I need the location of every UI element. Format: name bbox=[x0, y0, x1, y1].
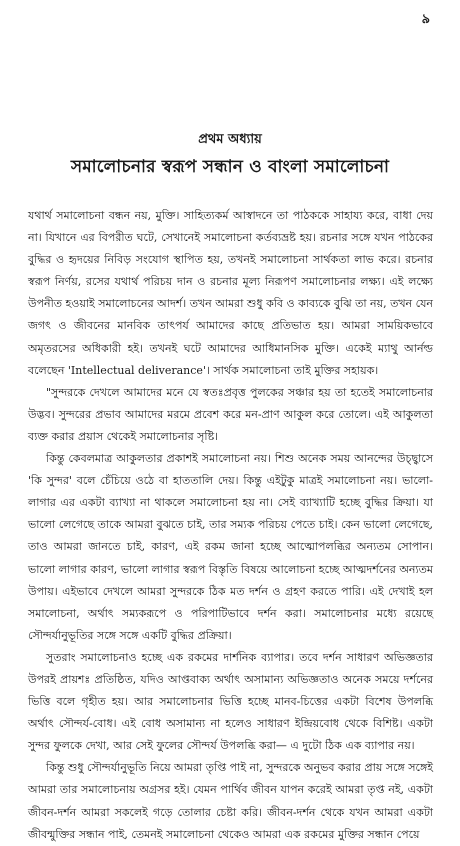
paragraph: "সুন্দরকে দেখলে আমাদের মনে যে স্বতঃপ্রবৃত্ত পুলকের সঞ্চার হয় তা হতেই সমালোচনার উদ্ভব। সুন্দরের প্রভাব আমাদের মরমে প্রবেশ করে মন-প্রাণ আকুল করে তোলে। এই আকুলতা ব্যক্ত করার প্রয়াস থেকেই সমালোচনার সৃষ্টি। bbox=[28, 385, 433, 443]
paragraph: সুতরাং সমালোচনাও হচ্ছে এক রকমের দার্শনিক ব্যাপার। তবে দর্শন সাধারণ অভিজ্ঞতার উপরই প্রায়শঃ প্রতিষ্ঠিত, যদিও আপ্তবাক্য অর্থাৎ অসামান্য অভিজ্ঞতাও অনেক সময়ে দর্শনের ভিত্তি বলে গৃহীত হয়। আর সমালোচনার ভিত্তি হচ্ছে মানব-চিত্তের একটা বিশেষ উপলব্ধি অর্থাৎ সৌন্দর্য-বোধ। এই বোধ অসামান্য না হলেও সাধারণ ইন্দ্রিয়বোধ থেকে বিশিষ্ট। একটা সুন্দর ফুলকে দেখা, আর সেই ফুলের সৌন্দর্য উপলব্ধি করা— এ দুটো ঠিক এক ব্যাপার নয়। bbox=[28, 650, 433, 753]
paragraph: যথার্থ সমালোচনা বন্ধন নয়, মুক্তি। সাহিত্যকর্ম আস্বাদনে তা পাঠককে সাহায্য করে, বাধা দেয় না। যিখানে এর বিপরীত ঘটে, সেখানেই সমালোচনা কর্তব্যভ্রষ্ট হয়। রচনার সঙ্গে যখন পাঠকের বুদ্ধির ও হৃদয়ের নিবিড় সংযোগ স্থাপিত হয়, তখনই সমালোচনা সার্থকতা লাভ করে। রচনার স্বরূপ নির্ণয়, রসের যথার্থ পরিচয় দান ও রচনার মূল্য নিরূপণ সমালোচনার লক্ষ্য। এই লক্ষ্যে উপনীত হওয়াই সমালোচনের আদর্শ। তখন আমরা শুধু কবি ও কাব্যকে বুঝি তা নয়, তখন যেন জগৎ ও জীবনের মানবিক তাৎপর্য আমাদের কাছে প্রতিভাত হয়। আমরা সাময়িকভাবে অমৃতরসের অধিকারী হই। তখনই ঘটে আমাদের আধিমানসিক মুক্তি। একেই ম্যাথু আর্নল্ড বলেছেন 'Intellectual deliverance'। সার্থক সমালোচনা তাই মুক্তির সহায়ক। bbox=[28, 209, 433, 377]
body-text bbox=[28, 205, 433, 846]
chapter-label: প্রথম অধ্যায় bbox=[198, 132, 262, 147]
page-number: ৯ bbox=[421, 12, 430, 27]
chapter-title: সমালোচনার স্বরূপ সন্ধান ও বাংলা সমালোচনা bbox=[70, 157, 390, 177]
paragraph: কিন্তু শুধু সৌন্দর্যানুভূতি নিয়ে আমরা তৃপ্তি পাই না, সুন্দরকে অনুভব করার প্রায় সঙ্গে সঙ্গেই আমরা তার সমালোচনায় অগ্রসর হই। যেমন পার্থিব জীবন যাপন করেই আমরা তৃপ্ত নই, একটা জীবন-দর্শন আমরা সকলেই গড়ে তোলার চেষ্টা করি। জীবন-দর্শন থেকে যখন আমরা একটা জীবন্মুক্তির সন্ধান পাই, তেমনই সমালোচনা থেকেও আমরা এক রকমের মুক্তির সন্ধান পেয়ে bbox=[28, 761, 433, 841]
paragraph: কিন্তু কেবলমাত্র আকুলতার প্রকাশই সমালোচনা নয়। শিশু অনেক সময় আনন্দের উচ্ছ্বাসে 'কি সুন্দর' বলে চেঁচিয়ে ওঠে বা হাততালি দেয়। কিন্তু এইটুকু মাত্রই সমালোচনা নয়। ভালো-লাগার এর একটা ব্যাখ্যা না থাকলে সমালোচনা হয় না। সেই ব্যাখ্যাটি হচ্ছে বুদ্ধির ক্রিয়া। যা ভালো লেগেছে তাকে আমরা বুঝতে চাই, তার সম্যক পরিচয় পেতে চাই। কেন ভালো লেগেছে, তাও আমরা জানতে চাই, কারণ, এই রকম জানা হচ্ছে আত্মোপলব্ধির অন্যতম সোপান। ভালো লাগার কারণ, ভালো লাগার স্বরূপ বিস্তৃতি বিষয়ে আলোচনা হচ্ছে আত্মদর্শনের অন্যতম উপায়। এইভাবে দেখলে আমরা সুন্দরকে ঠিক মত দর্শন ও গ্রহণ করতে পারি। এই দেখাই হল সমালোচনা, অর্থাৎ সম্যকরূপে ও পরিপাটিভাবে দর্শন করা। সমালোচনার মধ্যে রয়েছে সৌন্দর্যানুভূতির সঙ্গে সঙ্গে একটি বুদ্ধির প্রক্রিয়া। bbox=[28, 452, 433, 642]
